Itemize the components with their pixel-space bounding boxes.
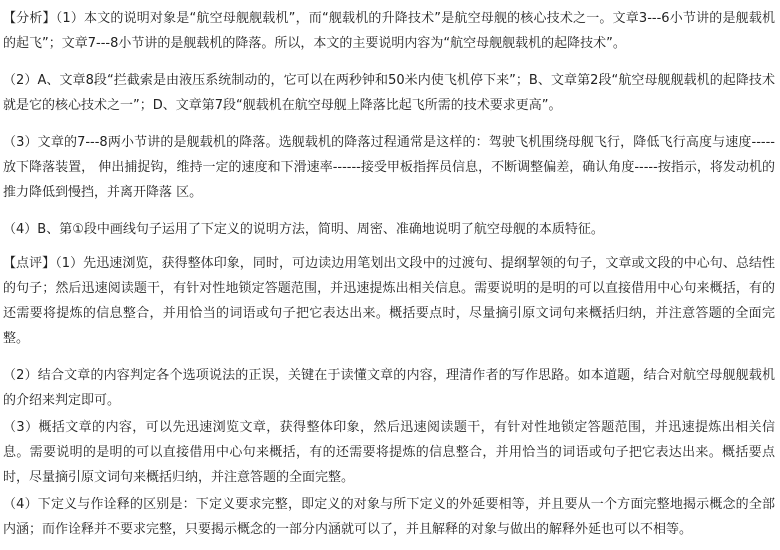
document-body bbox=[3, 6, 775, 542]
analysis-paragraph-3: （3）文章的7---8两小节讲的是舰载机的降落。选舰载机的降落过程通常是这样的：驾驶飞机围绕母舰飞行，降低飞行高度与速度-----放下降落装置， 伸出捕捉钩，维持一定的速度和下滑速率------接受甲板指挥员信息，不断调整偏差，确认角度-----按指示，将发动机的推力降低到慢挡，并离开降落 区。 bbox=[3, 135, 775, 200]
analysis-paragraph-4: （4）B、第①段中画线句子运用了下定义的说明方法，简明、周密、准确地说明了航空母舰的本质特征。 bbox=[3, 222, 604, 237]
comment-paragraph-4: （4）下定义与作诠释的区别是：下定义要求完整，即定义的对象与所下定义的外延要相等，并且要从一个方面完整地揭示概念的全部内涵；而作诠释并不要求完整，只要揭示概念的一部分内涵就可以了，并且解释的对象与做出的解释外延也可以不相等。 bbox=[3, 497, 775, 537]
analysis-paragraph-2: （2）A、文章8段“拦截索是由液压系统制动的，它可以在两秒钟和50米内使飞机停下来”；B、文章第2段“航空母舰舰载机的起降技术就是它的核心技术之一”；D、文章第7段“舰载机在航空母舰上降落比起飞所需的技术要求更高”。 bbox=[3, 73, 775, 113]
comment-paragraph-2: （2）结合文章的内容判定各个选项说法的正误，关键在于读懂文章的内容，理清作者的写作思路。如本道题，结合对航空母舰舰载机的介绍来判定即可。 bbox=[3, 368, 775, 408]
analysis-paragraph-1: 【分析】（1）本文的说明对象是“航空母舰舰载机”，而“舰载机的升降技术”是航空母舰的核心技术之一。文章3---6小节讲的是舰载机的起飞”；文章7---8小节讲的是舰载机的降落。所以，本文的主要说明内容为“航空母舰舰载机的起降技术”。 bbox=[3, 11, 775, 51]
comment-paragraph-1: 【点评】（1）先迅速浏览，获得整体印象，同时，可边读边用笔划出文段中的过渡句、提纲挈领的句子，文章或文段的中心句、总结性的句子；然后迅速阅读题干，有针对性地锁定答题范围，并迅速提炼出相关信息。需要说明的是明的可以直接借用中心句来概括，有的还需要将提炼的信息整合，并用恰当的词语或句子把它表达出来。概括要点时，尽量摘引原文词句来概括归纳，并注意答题的全面完整。 bbox=[3, 256, 775, 346]
comment-paragraph-3: （3）概括文章的内容，可以先迅速浏览文章，获得整体印象，然后迅速阅读题干，有针对性地锁定答题范围，并迅速提炼出相关信息。需要说明的是明的可以直接借用中心句来概括，有的还需要将提炼的信息整合，并用恰当的词语或句子把它表达出来。概括要点时，尽量摘引原文词句来概括归纳，并注意答题的全面完整。 bbox=[3, 420, 775, 485]
